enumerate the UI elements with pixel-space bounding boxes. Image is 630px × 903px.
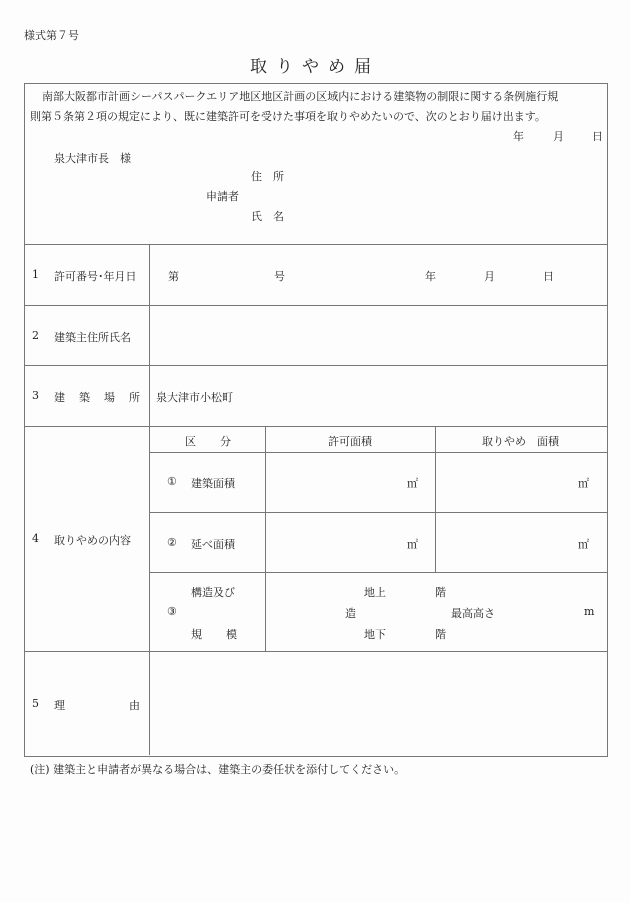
item2-num: ② — [167, 536, 177, 549]
divider — [24, 426, 607, 427]
permit-day: 日 — [543, 270, 554, 283]
permit-month: 月 — [484, 270, 495, 283]
max-height-label: 最高高さ — [451, 607, 495, 620]
floors-above-unit: 階 — [435, 586, 446, 599]
label-char: 所 — [129, 391, 140, 404]
item2-cancel-unit: ㎡ — [578, 538, 589, 551]
floor-area-cancel-field[interactable] — [436, 513, 571, 571]
item2-permit-unit: ㎡ — [407, 538, 418, 551]
permit-year: 年 — [425, 270, 436, 283]
date-year[interactable]: 年 — [513, 130, 524, 143]
row1-label: 許可番号･年月日 — [54, 270, 137, 283]
intro-line-2: 則第５条第２項の規定により、既に建築許可を受けた事項を取りやめたいので、次のとおり届け出ます。 — [30, 110, 546, 123]
row2-label: 建築主住所氏名 — [54, 331, 131, 344]
header-char: 分 — [220, 435, 231, 448]
permit-area-header: 許可面積 — [328, 435, 372, 448]
row5-label — [54, 697, 140, 713]
permit-number-field[interactable] — [150, 245, 606, 304]
page-title: 取りやめ届 — [250, 57, 380, 77]
address-label: 住 所 — [251, 170, 284, 183]
permit-go: 号 — [274, 270, 285, 283]
label-char: 模 — [226, 628, 237, 641]
label-char: 規 — [191, 628, 202, 641]
permit-dai: 第 — [168, 270, 179, 283]
item3-num: ③ — [167, 605, 177, 618]
item3-label-bottom — [191, 626, 237, 642]
footnote: (注) 建築主と申請者が異なる場合は、建築主の委任状を添付してください。 — [30, 763, 406, 776]
floors-above-label: 地上 — [364, 586, 386, 599]
name-label: 氏 名 — [251, 210, 284, 223]
label-char: 場 — [104, 391, 115, 404]
date-month[interactable]: 月 — [553, 130, 564, 143]
row5-number: 5 — [32, 697, 39, 710]
item3-label-top: 構造及び — [191, 586, 235, 599]
floor-area-permit-field[interactable] — [266, 513, 401, 571]
item1-permit-unit: ㎡ — [407, 477, 418, 490]
label-char: 築 — [79, 391, 90, 404]
building-area-permit-field[interactable] — [266, 453, 401, 511]
kubun-header — [185, 433, 231, 449]
reason-field[interactable] — [150, 652, 606, 754]
form-number: 様式第７号 — [24, 29, 79, 42]
addressee: 泉大津市長 様 — [54, 152, 131, 165]
applicant-label: 申請者 — [206, 190, 239, 203]
label-char: 理 — [54, 699, 65, 712]
row3-label — [54, 389, 140, 405]
intro-line-1: 南部大阪都市計画シーパスパークエリア地区地区計画の区域内における建築物の制限に関する条例施行規 — [42, 90, 559, 103]
structure-scale-field[interactable] — [266, 573, 606, 650]
floors-below-label: 地下 — [364, 628, 386, 641]
item1-cancel-unit: ㎡ — [578, 477, 589, 490]
building-location-field[interactable]: 泉大津市小松町 — [156, 391, 233, 404]
label-char: 由 — [129, 699, 140, 712]
max-height-unit: m — [584, 605, 595, 618]
date-day[interactable]: 日 — [592, 130, 603, 143]
row2-number: 2 — [32, 329, 39, 342]
item1-label: 建築面積 — [191, 477, 235, 490]
floors-below-unit: 階 — [435, 628, 446, 641]
divider — [24, 365, 607, 366]
structure-label: 造 — [345, 607, 356, 620]
row4-number: 4 — [32, 532, 39, 545]
row3-number: 3 — [32, 389, 39, 402]
header-char: 区 — [185, 435, 196, 448]
label-char: 建 — [54, 391, 65, 404]
building-area-cancel-field[interactable] — [436, 453, 571, 511]
row4-label: 取りやめの内容 — [54, 534, 131, 547]
item1-num: ① — [167, 475, 177, 488]
owner-address-name-field[interactable] — [150, 306, 606, 364]
cancel-area-header: 取りやめ 面積 — [482, 435, 559, 448]
item2-label: 延べ面積 — [191, 538, 235, 551]
row1-number: 1 — [32, 268, 39, 281]
